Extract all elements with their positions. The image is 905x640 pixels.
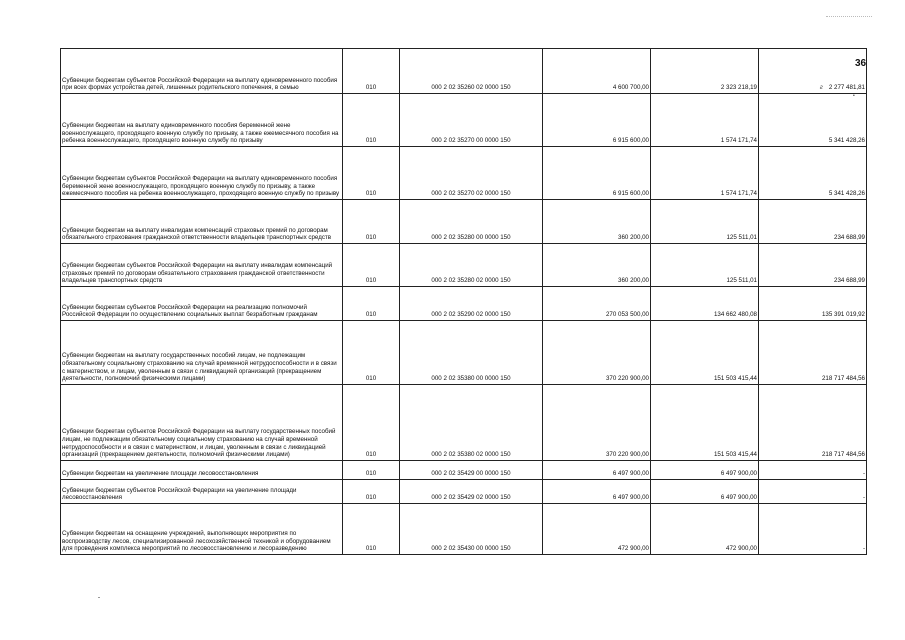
row-name: Субвенции бюджетам субъектов Российской Федерации на реализацию полномочий Российской Федерации по осуществлению социальных выплат безработным гражданам xyxy=(61,287,343,321)
row-approved: 4 600 700,00 xyxy=(543,49,651,94)
row-executed: 125 511,01 xyxy=(651,200,759,244)
row-line-code: 010 xyxy=(343,244,400,287)
row-line-code: 010 xyxy=(343,147,400,200)
row-name: Субвенции бюджетам субъектов Российской Федерации на выплату государственных пособий лицам, не подлежащим обязательному социальному страхованию на случай временной нетрудоспособности и в связи с материнством, и лицам, уволенным в связи с ликвидацией организаций (прекращением деятельности, полномочий физическими лицами) xyxy=(61,385,343,461)
pen-tick-mark: • xyxy=(853,93,855,99)
table-row xyxy=(61,504,867,555)
row-remaining: 5 341 428,26 xyxy=(759,94,867,147)
scan-artifact xyxy=(826,16,872,17)
row-name: Субвенции бюджетам субъектов Российской Федерации на выплату единовременного пособия при всех формах устройства детей, лишенных родительского попечения, в семью xyxy=(61,49,343,94)
row-remaining: 234 688,99 xyxy=(759,244,867,287)
remaining-value: 2 277 481,81 xyxy=(828,84,865,92)
row-remaining: 5 341 428,26 xyxy=(759,147,867,200)
row-approved: 6 915 600,00 xyxy=(543,147,651,200)
row-approved: 360 200,00 xyxy=(543,200,651,244)
row-executed: 6 497 900,00 xyxy=(651,461,759,480)
row-approved: 360 200,00 xyxy=(543,244,651,287)
table-row xyxy=(61,480,867,504)
row-remaining: 135 391 019,92 xyxy=(759,287,867,321)
row-remaining: - xyxy=(759,461,867,480)
row-executed: 2 323 218,19 xyxy=(651,49,759,94)
row-budget-code: 000 2 02 35280 00 0000 150 xyxy=(400,200,543,244)
row-executed: 6 497 900,00 xyxy=(651,480,759,504)
row-approved: 6 497 900,00 xyxy=(543,480,651,504)
table-row xyxy=(61,321,867,385)
table-row xyxy=(61,94,867,147)
page-number: 36 xyxy=(855,58,867,69)
table-row xyxy=(61,385,867,461)
row-budget-code: 000 2 02 35270 02 0000 150 xyxy=(400,147,543,200)
row-name: Субвенции бюджетам на выплату единовременного пособия беременной жене военнослужащего, проходящего военную службу по призыву, а также ежемесячного пособия на ребенка военнослужащего, проходящего военную службу по призыву xyxy=(61,94,343,147)
row-approved: 6 497 900,00 xyxy=(543,461,651,480)
row-budget-code: 000 2 02 35430 00 0000 150 xyxy=(400,504,543,555)
scan-speck xyxy=(98,597,100,598)
row-remaining: 234 688,99 xyxy=(759,200,867,244)
row-executed: 1 574 171,74 xyxy=(651,147,759,200)
row-executed: 134 662 480,08 xyxy=(651,287,759,321)
table-row xyxy=(61,461,867,480)
row-name: Субвенции бюджетам на выплату инвалидам компенсаций страховых премий по договорам обязательного страхования гражданской ответственности владельцев транспортных средств xyxy=(61,200,343,244)
row-line-code: 010 xyxy=(343,504,400,555)
row-line-code: 010 xyxy=(343,49,400,94)
row-line-code: 010 xyxy=(343,200,400,244)
row-remaining: - xyxy=(759,480,867,504)
row-executed: 151 503 415,44 xyxy=(651,385,759,461)
row-line-code: 010 xyxy=(343,385,400,461)
row-budget-code: 000 2 02 35429 02 0000 150 xyxy=(400,480,543,504)
row-name: Субвенции бюджетам субъектов Российской Федерации на выплату инвалидам компенсаций страховых премий по договорам обязательного страхования гражданской ответственности владельцев транспортных средств xyxy=(61,244,343,287)
row-line-code: 010 xyxy=(343,321,400,385)
budget-execution-table xyxy=(60,48,867,555)
table-row xyxy=(61,244,867,287)
row-approved: 472 900,00 xyxy=(543,504,651,555)
row-name: Субвенции бюджетам на выплату государственных пособий лицам, не подлежащим обязательному социальному страхованию на случай временной нетрудоспособности и в связи с материнством, и лицам, уволенным в связи с ликвидацией организаций (прекращением деятельности, полномочий физическими лицами) xyxy=(61,321,343,385)
row-budget-code: 000 2 02 35280 02 0000 150 xyxy=(400,244,543,287)
row-approved: 270 053 500,00 xyxy=(543,287,651,321)
table-row xyxy=(61,49,867,94)
row-line-code: 010 xyxy=(343,461,400,480)
table-row xyxy=(61,287,867,321)
row-budget-code: 000 2 02 35290 02 0000 150 xyxy=(400,287,543,321)
row-approved: 370 220 900,00 xyxy=(543,385,651,461)
row-budget-code: 000 2 02 35429 00 0000 150 xyxy=(400,461,543,480)
row-name: Субвенции бюджетам субъектов Российской Федерации на выплату единовременного пособия беременной жене военнослужащего, проходящего военную службу по призыву, а также ежемесячного пособия на ребенка военнослужащего, проходящего военную службу по призыву xyxy=(61,147,343,200)
row-executed: 151 503 415,44 xyxy=(651,321,759,385)
row-remaining: - xyxy=(759,504,867,555)
row-executed: 1 574 171,74 xyxy=(651,94,759,147)
row-budget-code: 000 2 02 35380 00 0000 150 xyxy=(400,321,543,385)
row-remaining: 218 717 484,56 xyxy=(759,385,867,461)
row-name: Субвенции бюджетам на увеличение площади лесовосстановления xyxy=(61,461,343,480)
row-name: Субвенции бюджетам субъектов Российской Федерации на увеличение площади лесовосстановления xyxy=(61,480,343,504)
row-line-code: 010 xyxy=(343,94,400,147)
row-executed: 472 900,00 xyxy=(651,504,759,555)
table-row xyxy=(61,200,867,244)
row-name: Субвенции бюджетам на оснащение учреждений, выполняющих мероприятия по воспроизводству лесов, специализированной лесохозяйственной техникой и оборудованием для проведения комплекса мероприятий по лесовосстановлению и лесоразведению xyxy=(61,504,343,555)
row-remaining: 218 717 484,56 xyxy=(759,321,867,385)
row-remaining xyxy=(759,49,867,94)
pen-mark: г xyxy=(819,84,823,92)
row-line-code: 010 xyxy=(343,480,400,504)
row-budget-code: 000 2 02 35380 02 0000 150 xyxy=(400,385,543,461)
table-row xyxy=(61,147,867,200)
row-budget-code: 000 2 02 35270 00 0000 150 xyxy=(400,94,543,147)
row-approved: 6 915 600,00 xyxy=(543,94,651,147)
row-executed: 125 511,01 xyxy=(651,244,759,287)
row-approved: 370 220 900,00 xyxy=(543,321,651,385)
row-budget-code: 000 2 02 35260 02 0000 150 xyxy=(400,49,543,94)
row-line-code: 010 xyxy=(343,287,400,321)
